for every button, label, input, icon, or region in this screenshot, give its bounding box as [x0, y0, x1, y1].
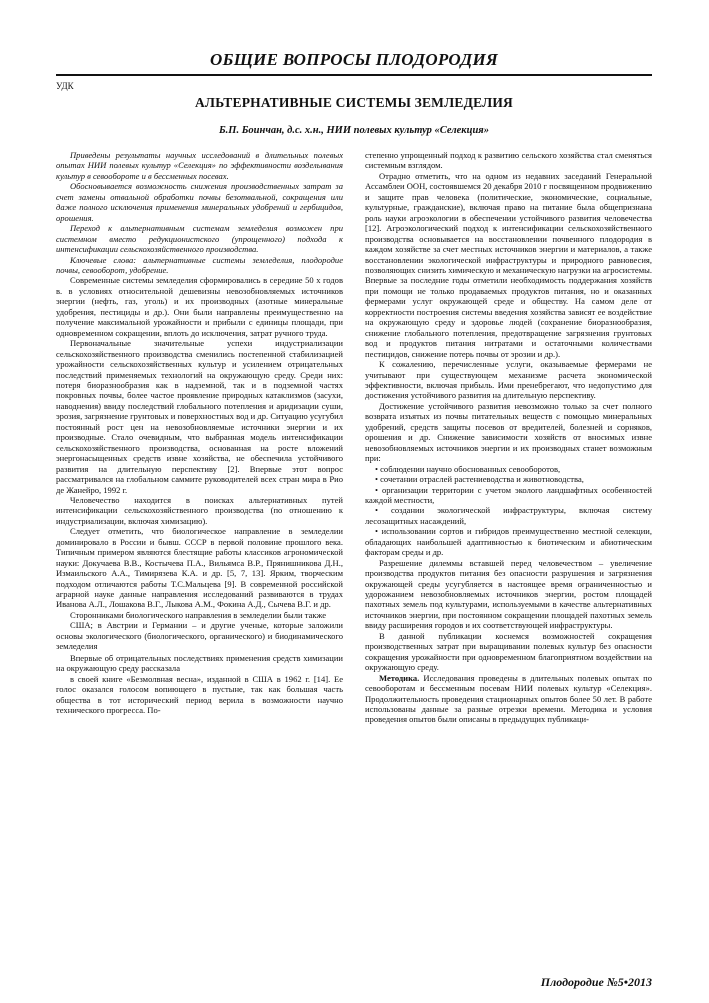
journal-footer: Плодородие №5•2013	[540, 975, 652, 989]
body-paragraph: Человечество находится в поисках альтернативных путей интенсификации сельскохозяйственного производства (по отношению к индустриализации, включая химизацию).	[56, 494, 343, 526]
body-paragraph: В данной публикации коснемся возможностей сокращения производственных затрат при выращивании полевых культур без опасности сокращения урожайности при одновременном благоприятном воздействии на окружающую среду.	[365, 630, 652, 673]
body-paragraph: степенно упрощенный подход к развитию сельского хозяйства стал сменяться системным взглядом.	[365, 150, 652, 171]
article-authors: Б.П. Боинчан, д.с. х.н., НИИ полевых культур «Селекция»	[219, 125, 489, 136]
article-title: АЛЬТЕРНАТИВНЫЕ СИСТЕМЫ ЗЕМЛЕДЕЛИЯ	[194, 95, 514, 110]
abstract-paragraph: Переход к альтернативным системам земледелия возможен при системном вместо редукционистского (упрощенного) подхода к интенсификации сельскохозяйственного производства.	[56, 223, 343, 255]
list-item: • использовании сортов и гибридов преимущественно местной селекции, обладающих наибольшей адаптивностью к биотическим и абиотическим факторам среды и др.	[365, 526, 652, 558]
list-item: • организации территории с учетом эколого ландшафтных особенностей каждой местности,	[365, 484, 652, 505]
left-column	[56, 150, 343, 715]
methods-paragraph	[365, 673, 652, 725]
header-rule	[56, 74, 652, 76]
body-paragraph: Отрадно отметить, что на одном из недавних заседаний Генеральной Ассамблеи ООН, состоявшемся 20 декабря 2010 г посвященном продвижению и защите прав человека (политические, экономические, социальные, культурные, гражданские), включая право на питание была общепризнана роль науки агроэкологии в обеспечении устойчивого развития человечества [12]. Агроэкологический подход к интенсификации сельскохозяйственного производства основывается на восстановлении почвенного плодородия в каждом хозяйстве за счет местных источников энергии и материалов, а также восстановлении экологической инфраструктуры и природного равновесия, позволяющих снизить химическую и механическую нагрузки на агросистемы. Впервые за последние годы отметили необходимость поддержания хозяйств при помощи не только продаваемых продуктов питания, но и оказанных фермерами услуг окружающей среде и обществу. На самом деле от корректности построения системы введения хозяйства зависят ее воздействие на окружающую среду и здоровье людей (сохранение биоразнообразия, снижение глобального потепления, предотвращение загрязнения грунтовых вод и продуктов питания нитратами и остаточными количествами пестицидов, снижение потерь почвы от эрозии и др.).	[365, 170, 653, 359]
abstract-paragraph: Обосновывается возможность снижения производственных затрат за счет замены отвальной обработки почвы безотвальной, сокращения или даже полного исключения применения минеральных удобрений и гербицидов, орошения.	[56, 181, 343, 223]
body-paragraph: Разрешение дилеммы вставшей перед человечеством – увеличение производства продуктов питания без опасности разрушения и загрязнения окружающей среды усугубляется в настоящее время ограниченностью и удорожанием невозобновляемых источников энергии, ростом площадей пахотных земель под культурами, используемыми в качестве альтернативных источников энергии, при постоянном сокращении площадей пахотных земель ввиду расширения городов и их соответствующей инфраструктуры.	[365, 557, 652, 631]
right-column	[365, 150, 652, 725]
body-paragraph: Следует отметить, что биологическое направление в земледелии доминировало в России и бывш. СССР в первой половине прошлого века. Типичным примером являются блестящие работы классиков агрономической науки: Докучаева В.В., Костычева П.А., Вильямса В.Р., Прянишникова Д.Н., Измаильского А.А., Тимирязева К.А. и др. [5, 7, 13]. Ярким, творческим подходом отличаются работы Т.С.Мальцева [9]. В современной российской аграрной науке данные направления исследований развиваются в трудах Иванова А.Л., Лошакова В.Г., Лыкова А.М., Фокина А.Д., Сычева В.Г. и др.	[56, 526, 343, 610]
abstract-paragraph: Приведены результаты научных исследований в длительных полевых опытах НИИ полевых культур «Селекция» по эффективности возделывания культур в севообороте и в бессменных посевах.	[56, 150, 343, 181]
udc-label: УДК	[56, 81, 74, 91]
body-paragraph: Современные системы земледелия сформировались в середине 50 х годов в. в условиях относительной дешевизны невозобновляемых источников энергии (нефть, газ, уголь) и их производных (азотные минеральные удобрения, пестициды и др.). Они были направлены преимущественно на получение максимальной урожайности и прибыли с единицы площади, при одновременном сокращении, вплоть до исключения, затрат ручного труда.	[56, 275, 343, 338]
body-paragraph: К сожалению, перечисленные услуги, оказываемые фермерами не учитывают при существующем механизме расчета экономической эффективности, включая прибыль. Ими пренебрегают, что недопустимо для достижения устойчивого развития на длительную перспективу.	[365, 359, 652, 401]
running-title: ОБЩИЕ ВОПРОСЫ ПЛОДОРОДИЯ	[210, 50, 498, 69]
body-paragraph: в своей книге «Безмолвная весна», изданной в США в 1962 г. [14]. Ее голос оказался голосом вопиющего в пустыне, так как большая часть общества в тот исторический период верила в возможности научно технического прогресса. По-	[56, 673, 343, 716]
body-paragraph: Достижение устойчивого развития невозможно только за счет полного возврата изъятых из почвы питательных веществ с помощью минеральных удобрений, средств защиты посевов от вредителей, болезней и сорняков, орошения и др. Снижение зависимости хозяйств от вносимых извне невозобновляемых источников энергии и их производных станет возможным при:	[365, 400, 652, 464]
abstract-paragraph: Ключевые слова: альтернативные системы земледелия, плодородие почвы, севооборот, удобрение.	[56, 254, 343, 275]
body-paragraph: Первоначальные значительные успехи индустриализации сельскохозяйственного производства сменились постепенной стабилизацией урожайности сельскохозяйственных культур и усилением отрицательных последствий применяемых технологий на окружающую среду. Среди них: потеря биоразнообразия как в надземной, так и в подземной частях покровных почвы, более частое проявление природных катаклизмов (засухи, наводнения) ввиду последствий глобального потепления и аридизации суши, эрозия, загрязнение грунтовых и поверхностных вод и др. Ситуацию усугубил постоянный рост цен на невозобновляемые источники энергии и их производные. Стало очевидным, что выбранная модель интенсификации сельскохозяйственного производства, основанная на росте вложений энергонасыщенных средств извне хозяйства, не обеспечила устойчивого развития на длительную перспективу [2]. Впервые этот вопрос рассматривался на глобальном саммите руководителей всех стран мира в Рио де Жанейро, 1992 г.	[56, 338, 343, 495]
body-paragraph: США; в Австрии и Германии – и другие ученые, которые заложили основы экологического (биологического, органического) и биодинамического земледелия	[56, 620, 343, 652]
methods-text: Исследования проведены в длительных полевых опытах по севооборотам и бессменным посевам НИИ полевых культур «Селекция». Продолжительность проведения стационарных опытов более 50 лет. В работе использованы данные за разные отрезки времени. Методика и условия проведения опытов были описаны в предыдущих публикаци-	[365, 672, 652, 725]
list-item: • соблюдении научно обоснованных севооборотов,	[375, 463, 561, 474]
list-item: • создании экологической инфраструктуры, включая систему лесозащитных насаждений,	[365, 505, 652, 526]
list-item: • сочетании отраслей растениеводства и животноводства,	[375, 474, 584, 485]
body-paragraph: Впервые об отрицательных последствиях применения средств химизации на окружающую среду рассказала	[56, 652, 343, 674]
body-paragraph: Сторонниками биологического направления в земледелии были также	[70, 609, 327, 620]
methods-label: Методика.	[379, 672, 420, 683]
